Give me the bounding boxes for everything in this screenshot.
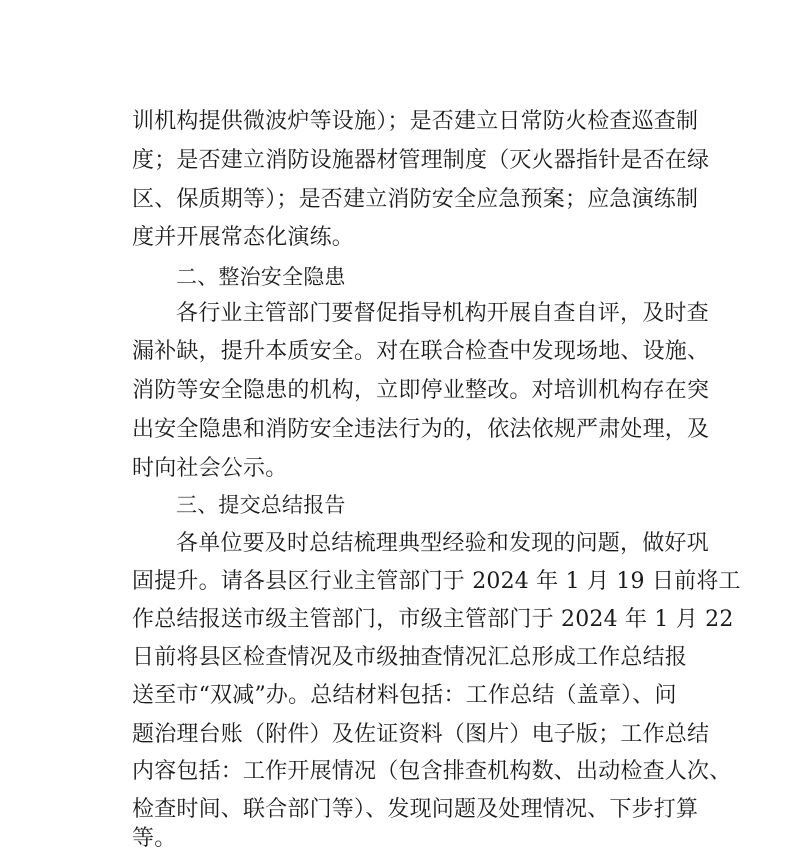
paragraph-line: 内容包括：工作开展情况（包含排查机构数、出动检查人次、 xyxy=(132,759,732,784)
section-heading-2: 二、整治安全隐患 xyxy=(176,265,346,289)
paragraph-line: 区、保质期等）；是否建立消防安全应急预案；应急演练制 xyxy=(132,187,699,212)
paragraph-line: 检查时间、联合部门等）、发现问题及处理情况、下步打算 xyxy=(132,797,699,822)
paragraph-line: 各行业主管部门要督促指导机构开展自查自评，及时查 xyxy=(176,301,709,326)
paragraph-line: 时向社会公示。 xyxy=(132,456,288,481)
paragraph-line: 度；是否建立消防设施器材管理制度（灭火器指针是否在绿 xyxy=(132,148,710,173)
paragraph-line: 出安全隐患和消防安全违法行为的，依法依规严肃处理，及 xyxy=(132,417,710,442)
paragraph-line: 度并开展常态化演练。 xyxy=(132,225,355,250)
paragraph-line: 各单位要及时总结梳理典型经验和发现的问题，做好巩 xyxy=(176,531,709,556)
paragraph-line: 日前将县区检查情况及市级抽查情况汇总形成工作总结报 xyxy=(132,645,688,670)
paragraph-line: 题治理台账（附件）及佐证资料（图片）电子版；工作总结 xyxy=(132,722,710,747)
paragraph-line: 固提升。请各县区行业主管部门于 2024 年 1 月 19 日前将工 xyxy=(132,569,741,594)
paragraph-line: 送至市“双减”办。总结材料包括：工作总结（盖章）、问 xyxy=(132,683,677,708)
paragraph-line: 训机构提供微波炉等设施）；是否建立日常防火检查巡查制 xyxy=(132,109,699,134)
paragraph-line: 消防等安全隐患的机构，立即停业整改。对培训机构存在突 xyxy=(132,378,710,403)
section-heading-3: 三、提交总结报告 xyxy=(176,493,346,517)
paragraph-line: 漏补缺，提升本质安全。对在联合检查中发现场地、设施、 xyxy=(132,339,710,364)
paragraph-line: 作总结报送市级主管部门，市级主管部门于 2024 年 1 月 22 xyxy=(132,607,734,632)
paragraph-line: 等。 xyxy=(132,826,177,851)
